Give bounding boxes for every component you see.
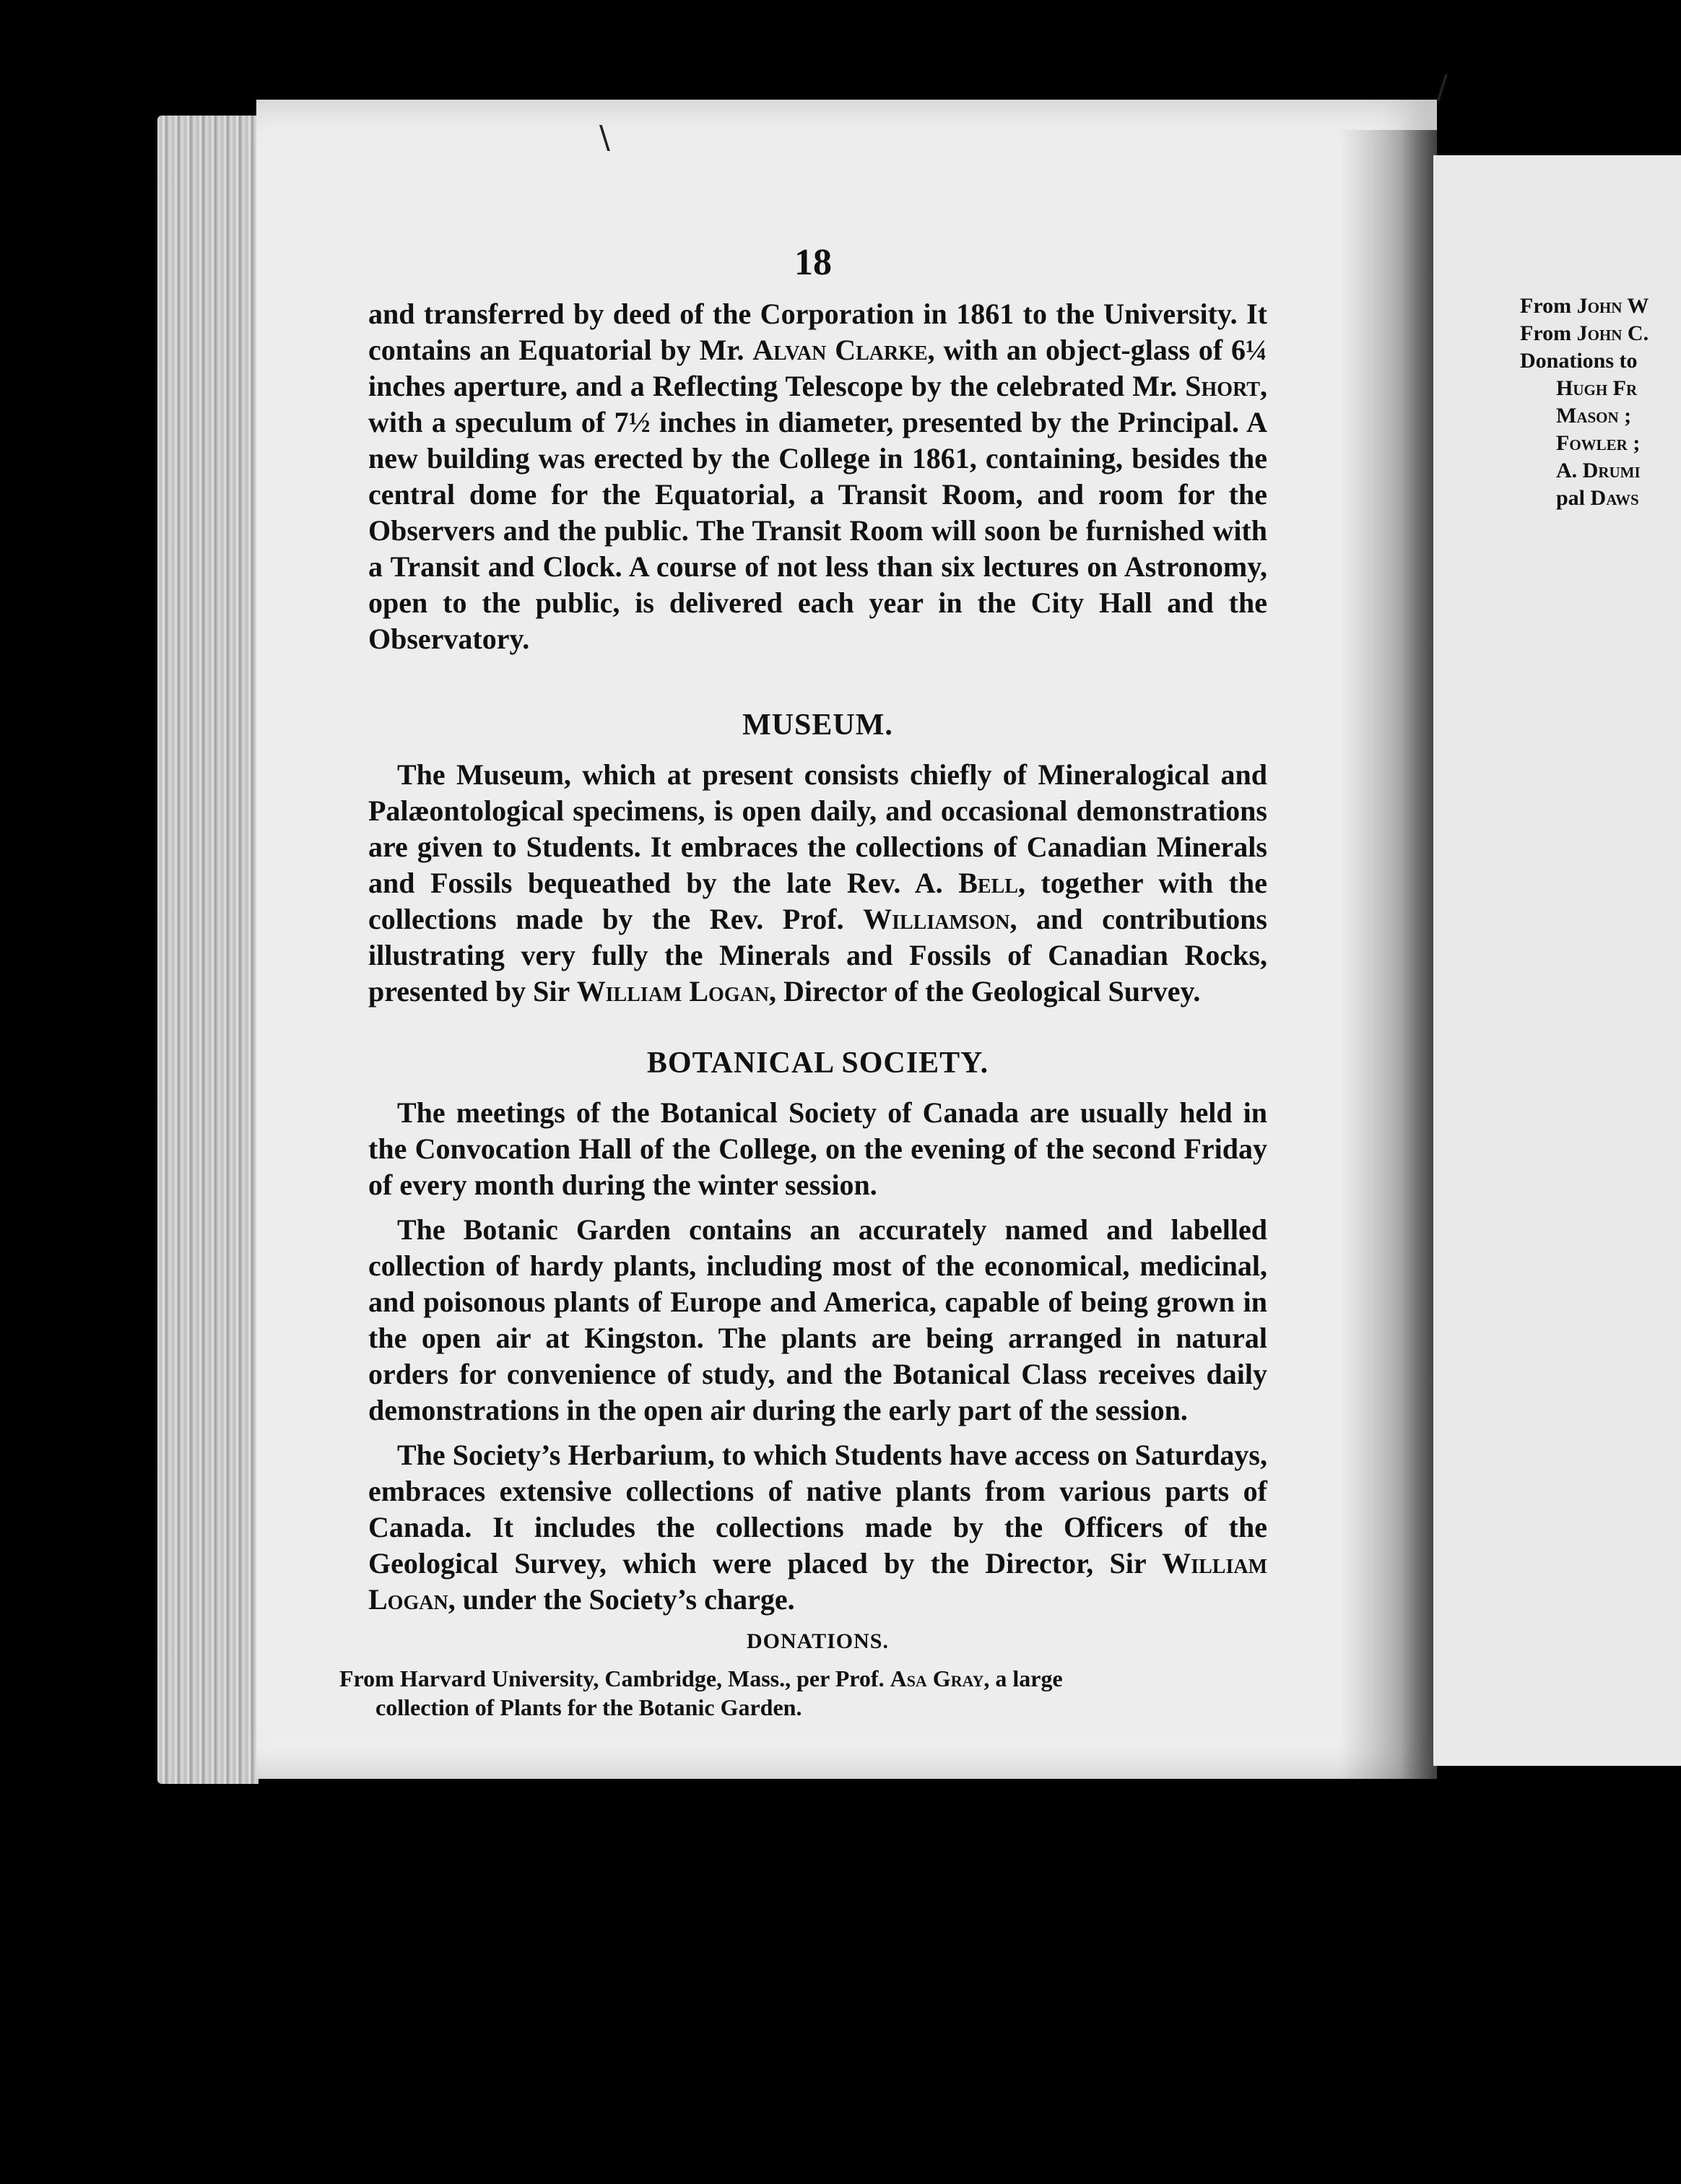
facing-line: Donations to: [1520, 349, 1638, 373]
scan-mark: /: [1437, 69, 1448, 105]
scan-mark: \: [599, 119, 610, 156]
facing-line: From John W: [1520, 294, 1649, 318]
facing-line: Fowler ;: [1556, 431, 1641, 455]
page-number: 18: [794, 242, 832, 283]
botanical-paragraph-herbarium: The Society’s Herbarium, to which Students have access on Saturdays, embraces extensive collections of native plants from various parts of Canada. It includes the collections made by the Officers of the Geological Survey, which were placed by the Director, Sir William Logan, under the Society’s charge.: [368, 1439, 1267, 1616]
facing-line: pal Daws: [1556, 486, 1639, 510]
museum-heading: MUSEUM.: [742, 708, 893, 742]
page-edges: [157, 116, 259, 1784]
museum-paragraph: The Museum, which at present consists chiefly of Mineralogical and Palæontological specimens, is open daily, and occasional demonstrations are given to Students. It embraces the collections of Canadian Minerals and Fossils bequeathed by the late Rev. A. Bell, together with the collections made by the Rev. Prof. Williamson, and contributions illustrating very fully the Minerals and Fossils of Canadian Rocks, presented by Sir William Logan, Director of the Geological Survey.: [368, 758, 1268, 1008]
facing-line: Hugh Fr: [1556, 376, 1638, 400]
botanical-paragraph-meetings: The meetings of the Botanical Society of Canada are usually held in the Convocation Hall of the College, on the evening of the second Friday of every month during the winter session.: [368, 1096, 1267, 1201]
facing-page-text: [1520, 292, 1649, 512]
donation-entry: From Harvard University, Cambridge, Mass., per Prof. Asa Gray, a large collection of Plants for the Botanic Garden.: [339, 1665, 1063, 1720]
observatory-paragraph: and transferred by deed of the Corporation in 1861 to the University. It contains an Equatorial by Mr. Alvan Clarke, with an object-glass of 6¼ inches aperture, and a Reflecting Telescope by the celebrated Mr. Short, with a speculum of 7½ inches in diameter, presented by the Principal. A new building was erected by the College in 1861, containing, besides the central dome for the Equatorial, a Transit Room, and room for the Observers and the public. The Transit Room will soon be furnished with a Transit and Clock. A course of not less than six lectures on Astronomy, open to the public, is delivered each year in the City Hall and the Observatory.: [368, 298, 1267, 655]
facing-line: A. Drumi: [1556, 459, 1641, 482]
botanical-paragraph-garden: The Botanic Garden contains an accurately named and labelled collection of hardy plants, including most of the economical, medicinal, and poisonous plants of Europe and America, capable of being grown in the open air at Kingston. The plants are being arranged in natural orders for convenience of study, and the Botanical Class receives daily demonstrations in the open air during the early part of the session.: [368, 1213, 1267, 1426]
facing-page: [1433, 155, 1681, 1766]
page-text-block: [339, 238, 1268, 1722]
facing-line: From John C.: [1520, 321, 1649, 345]
donations-heading: DONATIONS.: [747, 1629, 889, 1653]
facing-line: Mason ;: [1556, 404, 1632, 428]
botanical-society-heading: BOTANICAL SOCIETY.: [646, 1046, 989, 1080]
